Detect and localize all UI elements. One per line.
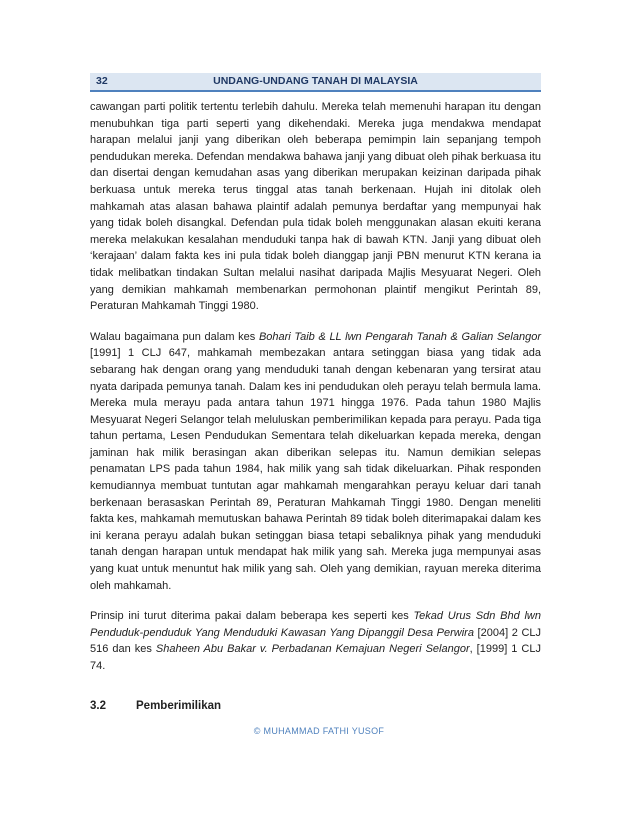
paragraph-3-intro: Prinsip ini turut diterima pakai dalam beberapa kes seperti kes (90, 610, 414, 623)
header-title: UNDANG-UNDANG TANAH DI MALAYSIA (213, 75, 418, 87)
paragraph-2 (90, 329, 541, 595)
paragraph-3-mid: [2004] 2 CLJ 516 dan kes (90, 626, 542, 656)
paragraph-3 (90, 608, 541, 674)
page-number: 32 (96, 75, 108, 87)
section-number: 3.2 (90, 700, 106, 712)
footer-copyright: © MUHAMMAD FATHI YUSOF (253, 726, 385, 736)
paragraph-1 (90, 99, 541, 315)
paragraph-2-rest: [1991] 1 CLJ 647, mahkamah membezakan antara setinggan biasa yang tidak ada sebarang hak dengan orang yang menduduki tanah dengan kebenaran yang tersirat atau nyata daripada pemunya tanah. Dalam kes ini pendudukan oleh perayu telah bermula lama. Mereka mula merayu pada antara tahun 1971 hingga 1976. Pada tahun 1980 Majlis Mesyuarat Negeri Selangor telah meluluskan pemberimilikan kepada para perayu. Pada tiga tahun pertama, Lesen Pendudukan Sementara telah dikeluarkan kepada mereka, dengan jaminan hak milik berasingan akan diberikan selepas itu. Namun demikian selepas penamatan LPS pada tahun 1984, hak milik yang sah tidak dikeluarkan. Pihak responden kemudiannya membuat tuntutan agar mahkamah mengarahkan perayu keluar dari tanah berkenaan berasaskan Perintah 89, Peraturan Mahkamah Tinggi 1980. Dengan meneliti fakta kes, mahkamah memutuskan bahawa Perintah 89 tidak boleh diterimapakai dalam kes ini kerana perayu adalah bukan setinggan biasa tetapi sebaliknya pihak yang menduduki tanah dengan harapan untuk mendapat hak milik yang sah. Mereka juga mempunyai asas yang kuat untuk menuntut hak milik yang sah. Oleh yang demikian, rayuan mereka diterima oleh mahkamah. (90, 347, 541, 592)
body-text (90, 99, 541, 689)
case-name-tekad-urus: Tekad Urus Sdn Bhd lwn Penduduk-penduduk Yang Menduduki Kawasan Yang Dipanggil Desa Perwira (90, 610, 541, 639)
case-name-shaheen: Shaheen Abu Bakar v. Perbadanan Kemajuan Negeri Selangor (155, 643, 470, 656)
section-heading (90, 700, 221, 712)
running-header (90, 73, 541, 92)
paragraph-2-intro: Walau bagaimana pun dalam kes (90, 330, 259, 343)
case-name-bohari: Bohari Taib & LL lwn Pengarah Tanah & Galian Selangor (258, 330, 541, 343)
paragraph-1-text: cawangan parti politik tertentu terlebih dahulu. Mereka telah memenuhi harapan itu dengan menubuhkan tiga parti seperti yang dikehendaki. Mereka juga mendakwa mendapat harapan melalui janji yang diberikan oleh beberapa pemimpin lain sepanjang tempoh pendudukan mereka. Defendan mendakwa bahawa janji yang dibuat oleh pihak berkuasa itu dan disertai dengan kemudahan asas yang diberikan merupakan keizinan daripada pihak berkuasa untuk mereka terus tinggal atas tanah berkenaan. Hujah ini ditolak oleh mahkamah atas alasan bahawa plaintif adalah pemunya berdaftar yang mempunyai hak yang tidak boleh disangkal. Defendan pula tidak boleh menggunakan alasan ekuiti kerana mereka melakukan kesalahan menduduki tanpa hak di bawah KTN. Janji yang dibuat oleh ‘kerajaan’ dalam fakta kes ini pula tidak boleh dianggap janji PBN menurut KTN kerana ia tidak melibatkan tindakan Sultan melalui nasihat daripada Majlis Mesyuarat Negeri. Oleh yang demikian mahkamah membenarkan permohonan plaintif mengikut Perintah 89, Peraturan Mahkamah Tinggi 1980. (90, 101, 541, 313)
section-title: Pemberimilikan (136, 700, 222, 712)
paragraph-3-end: , [1999] 1 CLJ 74. (90, 643, 541, 672)
